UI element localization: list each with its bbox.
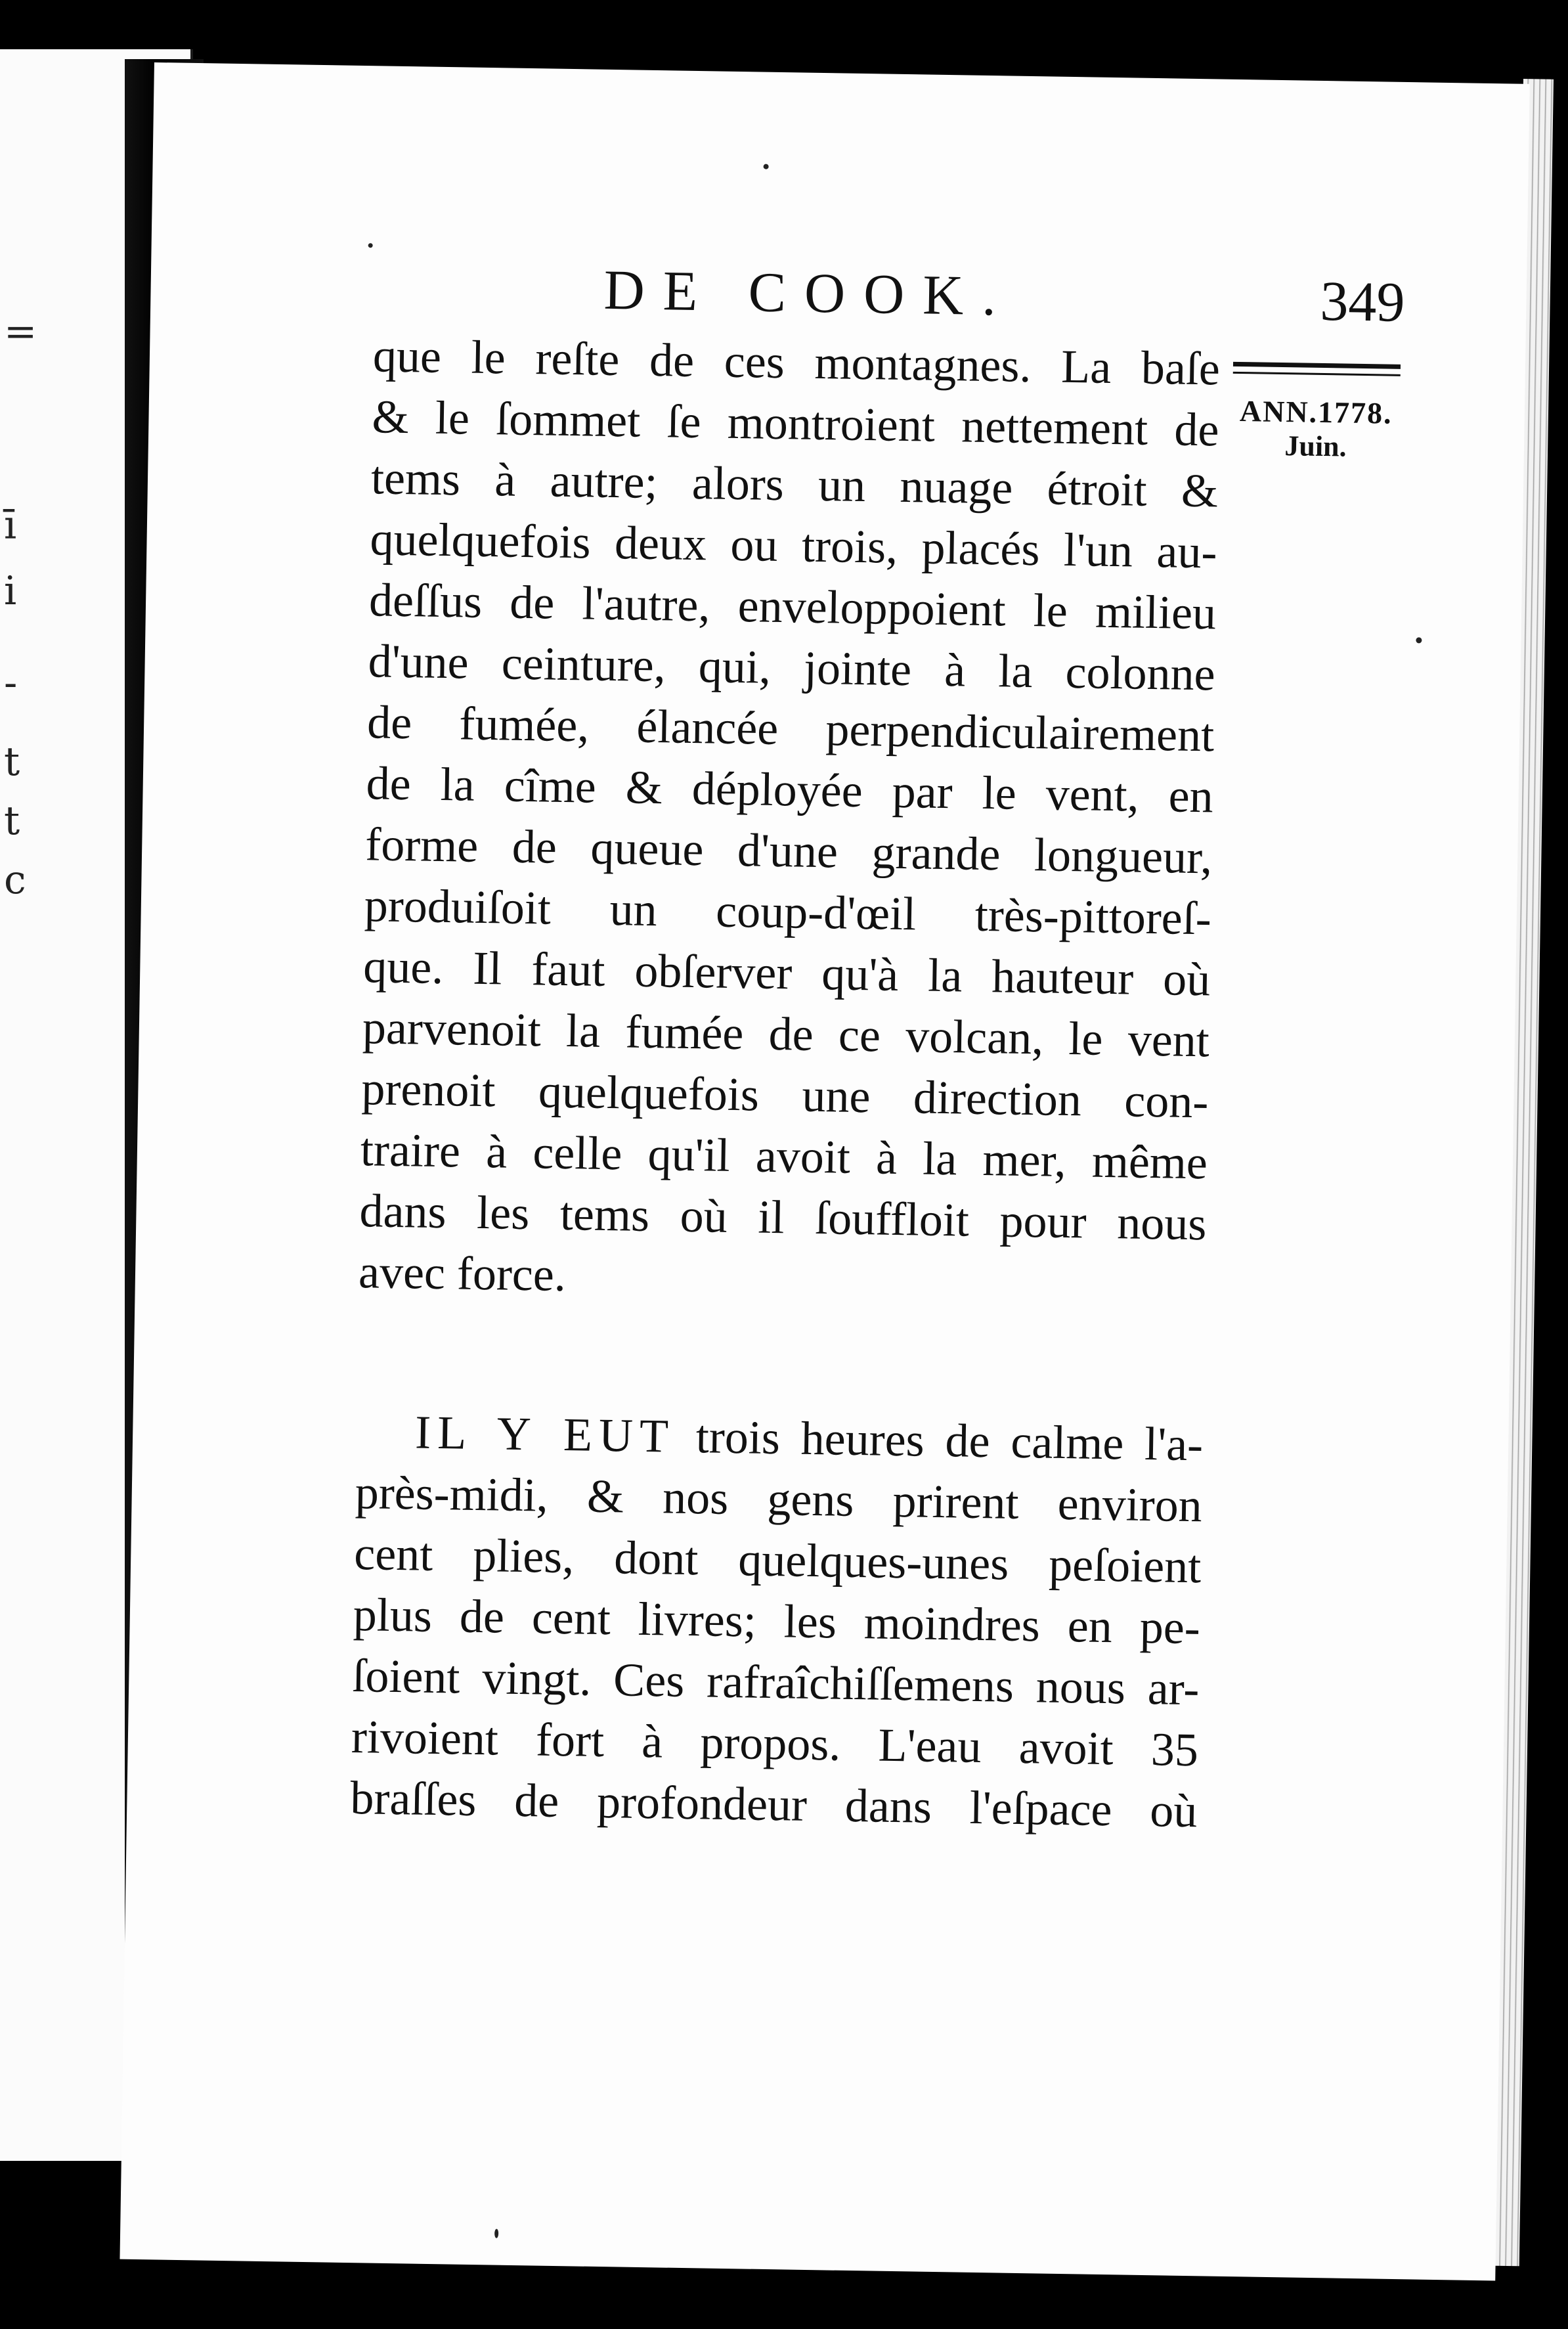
text-line: deſſus de l'autre, enveloppoient le milieu bbox=[368, 573, 1217, 640]
text-line: près-midi, & nos gens prirent environ bbox=[355, 1466, 1203, 1532]
print-speck bbox=[368, 243, 373, 248]
print-speck bbox=[1416, 637, 1422, 643]
paragraph-lead-in: IL Y EUT bbox=[414, 1406, 676, 1463]
text-line: dans les tems où il ſouffloit pour nous bbox=[359, 1184, 1208, 1251]
marginal-month: Juin. bbox=[1284, 430, 1347, 463]
text-line: rivoient fort à propos. L'eau avoit 35 bbox=[351, 1710, 1199, 1777]
text-line: cent plies, dont quelques-unes peſoient bbox=[353, 1527, 1202, 1593]
left-margin-fragment: - bbox=[4, 660, 18, 706]
text-line: traire à celle qu'il avoit à la mer, même bbox=[360, 1123, 1208, 1189]
paragraph-spacing bbox=[357, 1302, 1205, 1414]
marginal-rule bbox=[1233, 362, 1401, 369]
text-fragment: trois heures de calme l'a- bbox=[695, 1410, 1204, 1471]
paragraph-1 bbox=[358, 325, 1220, 1316]
text-line: forme de queue d'une grande longueur, bbox=[364, 818, 1213, 884]
text-line: prenoit quelquefois une direction con- bbox=[360, 1062, 1209, 1128]
text-line: tems à autre; alors un nuage étroit & bbox=[370, 451, 1219, 518]
paragraph-2 bbox=[350, 1401, 1204, 1842]
text-line: plus de cent livres; les moindres en pe- bbox=[353, 1588, 1201, 1654]
text-line: ſoient vingt. Ces rafraîchiſſemens nous ar- bbox=[351, 1649, 1200, 1716]
print-speck bbox=[494, 2229, 498, 2238]
text-line: de fumée, élancée perpendiculairement bbox=[366, 696, 1215, 762]
page-number: 349 bbox=[1319, 269, 1406, 334]
left-margin-fragment: c bbox=[4, 857, 26, 903]
text-line: avec force. bbox=[358, 1245, 567, 1302]
marginal-rule bbox=[1233, 372, 1401, 376]
text-line: de la cîme & déployée par le vent, en bbox=[366, 757, 1214, 823]
book-page bbox=[120, 62, 1529, 2280]
text-line: que. Il faut obſerver qu'à la hauteur où bbox=[362, 940, 1211, 1006]
print-speck bbox=[764, 164, 769, 169]
text-line: quelquefois deux ou trois, placés l'un au- bbox=[370, 512, 1218, 579]
marginal-note bbox=[1232, 362, 1401, 464]
running-head bbox=[603, 257, 1406, 342]
marginal-year: ANN.1778. bbox=[1239, 394, 1393, 430]
text-line: d'une ceinture, qui, jointe à la colonne bbox=[368, 634, 1216, 701]
text-line: que le reſte de ces montagnes. La baſe bbox=[372, 329, 1221, 395]
text-line: braſſes de profondeur dans l'eſpace où bbox=[349, 1771, 1198, 1838]
text-line: & le ſommet ſe montroient nettement de bbox=[371, 390, 1220, 456]
text-line: parvenoit la fumée de ce volcan, le vent bbox=[362, 1001, 1210, 1067]
left-margin-fragment: i bbox=[4, 568, 17, 614]
running-head-title: DE COOK. bbox=[603, 257, 1015, 328]
body-text bbox=[350, 325, 1221, 1842]
left-margin-fragment: ī bbox=[4, 502, 17, 548]
left-margin-fragment: t bbox=[4, 798, 20, 844]
text-line: produiſoit un coup-d'œil très-pittoreſ- bbox=[364, 879, 1212, 945]
left-margin-fragment: = bbox=[4, 309, 37, 355]
left-margin-fragment: t bbox=[4, 739, 20, 785]
